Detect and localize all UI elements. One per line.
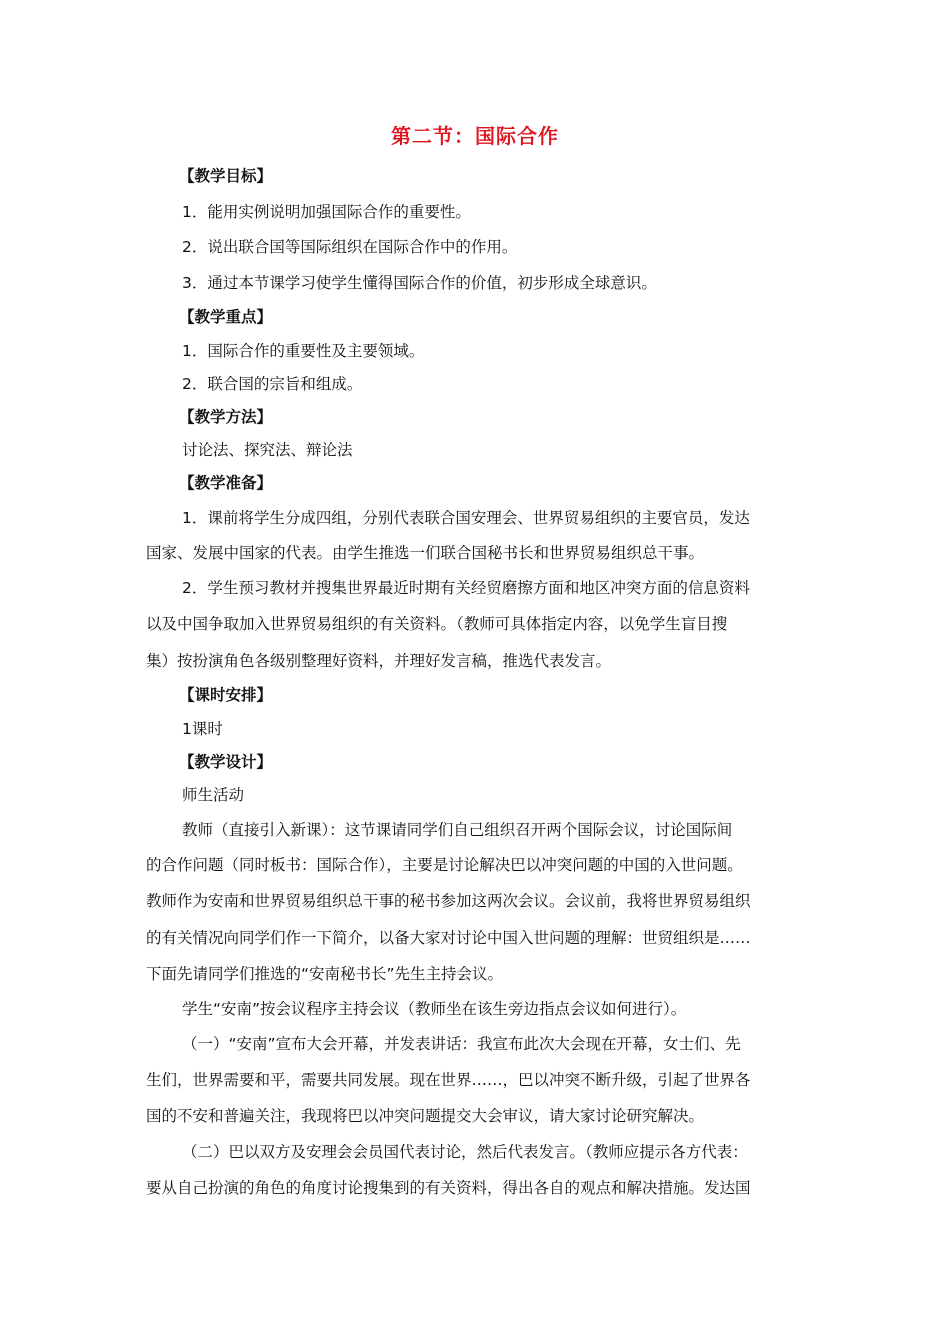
section-heading-key-points: 【教学重点】	[179, 308, 273, 326]
section-heading-methods: 【教学方法】	[179, 408, 273, 426]
design-line: 的合作问题（同时板书：国际合作），主要是讨论解决巴以冲突问题的中国的入世问题。	[146, 856, 743, 874]
page-title: 第二节：国际合作	[391, 124, 559, 148]
design-line: 要从自己扮演的角色的角度讨论搜集到的有关资料，得出各自的观点和解决措施。发达国	[146, 1179, 751, 1197]
schedule-text: 1课时	[182, 720, 223, 738]
objective-item: 1．能用实例说明加强国际合作的重要性。	[182, 203, 471, 221]
design-line: 教师作为安南和世界贸易组织总干事的秘书参加这两次会议。会议前，我将世界贸易组织	[146, 892, 751, 910]
preparation-line: 国家、发展中国家的代表。由学生推选一们联合国秘书长和世界贸易组织总干事。	[146, 544, 705, 562]
design-line: 国的不安和普遍关注，我现将巴以冲突问题提交大会审议，请大家讨论研究解决。	[146, 1107, 705, 1125]
design-line: （二）巴以双方及安理会会员国代表讨论，然后代表发言。（教师应提示各方代表：	[182, 1143, 748, 1161]
section-heading-preparation: 【教学准备】	[179, 474, 273, 492]
preparation-line: 以及中国争取加入世界贸易组织的有关资料。（教师可具体指定内容，以免学生盲目搜	[146, 615, 728, 633]
objective-item: 2．说出联合国等国际组织在国际合作中的作用。	[182, 238, 518, 256]
preparation-line: 2．学生预习教材并搜集世界最近时期有关经贸磨擦方面和地区冲突方面的信息资料	[182, 579, 750, 597]
methods-text: 讨论法、探究法、辩论法	[182, 441, 353, 459]
objective-item: 3．通过本节课学习使学生懂得国际合作的价值，初步形成全球意识。	[182, 274, 657, 292]
section-heading-design: 【教学设计】	[179, 753, 273, 771]
preparation-line: 集）按扮演角色各级别整理好资料，并理好发言稿，推选代表发言。	[146, 652, 612, 670]
section-heading-objectives: 【教学目标】	[179, 167, 273, 185]
section-heading-schedule: 【课时安排】	[179, 686, 273, 704]
design-line: 生们，世界需要和平，需要共同发展。现在世界……，巴以冲突不断升级，引起了世界各	[146, 1071, 751, 1089]
design-subheading: 师生活动	[182, 786, 245, 804]
design-line: 的有关情况向同学们作一下简介，以备大家对讨论中国入世问题的理解：世贸组织是……	[146, 929, 751, 947]
key-point-item: 1．国际合作的重要性及主要领域。	[182, 342, 425, 360]
design-line: （一）“安南”宣布大会开幕，并发表讲话：我宣布此次大会现在开幕，女士们、先	[182, 1035, 741, 1053]
key-point-item: 2．联合国的宗旨和组成。	[182, 375, 363, 393]
preparation-line: 1．课前将学生分成四组，分别代表联合国安理会、世界贸易组织的主要官员，发达	[182, 509, 750, 527]
design-line: 下面先请同学们推选的“安南秘书长”先生主持会议。	[146, 965, 504, 983]
design-line: 学生“安南”按会议程序主持会议（教师坐在该生旁边指点会议如何进行）。	[182, 1000, 687, 1018]
design-line: 教师（直接引入新课）：这节课请同学们自己组织召开两个国际会议，讨论国际间	[182, 821, 733, 839]
